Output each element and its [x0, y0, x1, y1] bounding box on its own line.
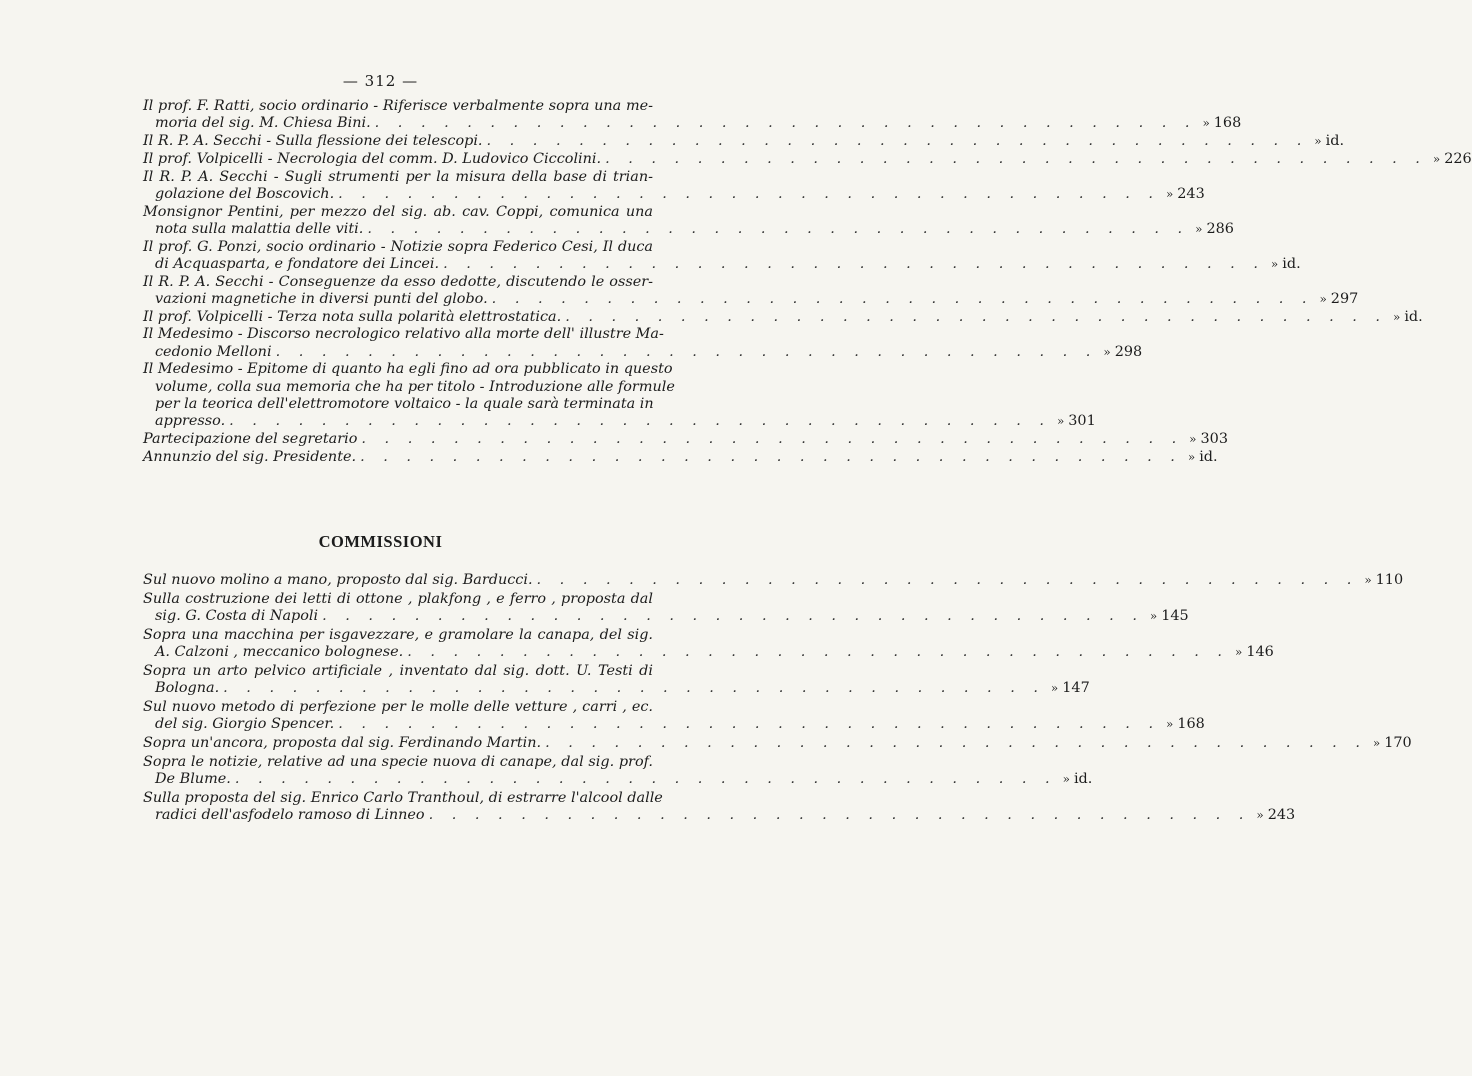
- ref-marker: »: [1103, 344, 1111, 359]
- page-ref-number: 226: [1444, 150, 1472, 167]
- entry-text: sig. G. Costa di Napoli: [155, 608, 319, 625]
- leader-dots: . . . . . . . . . . . . . . . . . . . . . . . . . . . . . . . . . . . .: [443, 255, 1265, 272]
- entry-line: [143, 412, 1096, 430]
- page-ref-number: 301: [1068, 412, 1096, 429]
- entry-text: Sul nuovo molino a mano, proposto dal sig. Barducci.: [143, 572, 533, 588]
- leader-dots: . . . . . . . . . . . . . . . . . . . . . . . . . . . . . . . . . . . .: [565, 308, 1387, 325]
- entry-line: [143, 644, 1274, 661]
- entry-text: del sig. Giorgio Spencer.: [155, 716, 335, 733]
- entry-line: Il Medesimo - Epitome di quanto ha egli fino ad ora pubblicato in questo: [143, 361, 673, 378]
- page-number: — 312 —: [342, 72, 419, 90]
- leader-dots: . . . . . . . . . . . . . . . . . . . . . . . . . . . . . . . . . . . .: [536, 572, 1359, 588]
- page-ref-number: 243: [1267, 807, 1296, 824]
- ref-marker: »: [1392, 309, 1401, 324]
- index-entry: [143, 238, 1301, 273]
- index-entry: [143, 448, 1218, 466]
- entry-line: [143, 771, 1093, 788]
- page-reference: [1097, 344, 1142, 361]
- page-reference: [1189, 221, 1234, 238]
- entry-line: [143, 220, 1234, 238]
- entry-line: [143, 448, 1218, 466]
- entry-text: Il R. P. A. Secchi - Sulla flessione dei telescopi.: [143, 133, 483, 149]
- entry-line: [143, 185, 1205, 203]
- ref-marker: »: [1270, 256, 1279, 271]
- ref-marker: »: [1372, 736, 1381, 751]
- leader-dots: . . . . . . . . . . . . . . . . . . . . . . . . . . . . . . . . . . . .: [234, 771, 1057, 788]
- page-ref-number: id.: [1282, 255, 1301, 272]
- ref-marker: »: [1050, 681, 1059, 696]
- page-ref-number: 297: [1330, 290, 1359, 307]
- ref-marker: »: [1314, 134, 1322, 148]
- page-reference: [1265, 256, 1301, 273]
- leader-dots: . . . . . . . . . . . . . . . . . . . . . . . . . . . . . . . . . . . .: [229, 412, 1051, 429]
- ref-marker: »: [1189, 431, 1197, 446]
- entry-text: De Blume.: [155, 771, 231, 788]
- page-reference: [1313, 291, 1358, 308]
- index-entry: [143, 361, 1096, 430]
- leader-dots: . . . . . . . . . . . . . . . . . . . . . . . . . . . . . . . . . . . .: [545, 735, 1367, 752]
- entry-line: [143, 680, 1090, 697]
- page-reference: [1229, 644, 1274, 661]
- leader-dots: . . . . . . . . . . . . . . . . . . . . . . . . . . . . . . . . . . . .: [223, 680, 1045, 697]
- ref-marker: »: [1202, 116, 1210, 131]
- entry-text: Sopra un'ancora, proposta dal sig. Ferdinando Martin.: [143, 735, 542, 752]
- index-entry: [143, 754, 1093, 788]
- index-entry: [143, 590, 1189, 625]
- index-entry: [143, 663, 1090, 697]
- page-reference: [1308, 133, 1344, 150]
- ref-marker: »: [1256, 808, 1264, 823]
- entry-line: per la teorica dell'elettromotore voltaico - la quale sarà terminata in: [155, 395, 654, 412]
- entry-line: Sul nuovo metodo di perfezione per le molle delle vetture , carri , ec.: [143, 699, 653, 716]
- page-ref-number: 146: [1246, 644, 1274, 661]
- entry-text: di Acquasparta, e fondatore dei Lincei.: [155, 255, 440, 272]
- page-reference: [1387, 309, 1423, 326]
- entry-text: radici dell'asfodelo ramoso di Linneo: [155, 807, 425, 824]
- leader-dots: . . . . . . . . . . . . . . . . . . . . . . . . . . . . . . . . . . . .: [338, 716, 1161, 733]
- leader-dots: . . . . . . . . . . . . . . . . . . . . . . . . . . . . . . . . . . . .: [486, 133, 1309, 149]
- leader-dots: . . . . . . . . . . . . . . . . . . . . . . . . . . . . . . . . . . . .: [491, 290, 1314, 307]
- entry-line: Sopra una macchina per isgavezzare, e gramolare la canapa, del sig.: [143, 627, 653, 643]
- entry-line: [143, 290, 1359, 308]
- page-ref-number: 168: [1177, 716, 1205, 733]
- page-ref-number: id.: [1325, 133, 1345, 149]
- entry-line: Monsignor Pentini, per mezzo del sig. ab. cav. Coppi, comunica una: [143, 203, 653, 220]
- index-entry: [143, 273, 1359, 308]
- index-entry: [143, 326, 1143, 360]
- entry-line: [143, 115, 1242, 132]
- entry-line: [143, 716, 1205, 733]
- page-ref-number: id.: [1199, 448, 1218, 465]
- page-ref-number: 170: [1384, 735, 1412, 752]
- entry-text: A. Calzoni , meccanico bolognese.: [155, 644, 404, 661]
- entry-text: Il prof. Volpicelli - Terza nota sulla polarità elettrostatica.: [143, 308, 562, 325]
- page-ref-number: 110: [1375, 572, 1404, 588]
- page-reference: [1427, 151, 1472, 168]
- index-entry: [143, 430, 1228, 448]
- index-entry: [143, 98, 1242, 132]
- entry-line: [143, 735, 1412, 752]
- entry-text: Bologna.: [155, 680, 220, 697]
- page-ref-number: id.: [1073, 771, 1093, 788]
- ref-marker: »: [1432, 151, 1441, 166]
- entry-text: Il prof. Volpicelli - Necrologia del comm. D. Ludovico Ciccolini.: [143, 150, 602, 167]
- entry-line: [143, 133, 1345, 150]
- entry-text: nota sulla malattia delle viti.: [155, 220, 364, 237]
- entry-line: [143, 308, 1423, 326]
- leader-dots: . . . . . . . . . . . . . . . . . . . . . . . . . . . . . . . . . . . .: [374, 115, 1197, 132]
- leader-dots: . . . . . . . . . . . . . . . . . . . . . . . . . . . . . . . . . . . .: [605, 150, 1427, 167]
- index-entry: [143, 168, 1205, 203]
- page-ref-number: 286: [1206, 220, 1234, 237]
- entry-line: Il R. P. A. Secchi - Sugli strumenti per la misura della base di trian-: [143, 168, 653, 185]
- entry-text: moria del sig. M. Chiesa Bini.: [155, 115, 371, 132]
- entry-line: [143, 608, 1189, 625]
- page-ref-number: 298: [1114, 343, 1143, 360]
- index-entry: [143, 203, 1234, 238]
- leader-dots: . . . . . . . . . . . . . . . . . . . . . . . . . . . . . . . . . . . .: [275, 343, 1098, 360]
- leader-dots: . . . . . . . . . . . . . . . . . . . . . . . . . . . . . . . . . . . .: [361, 430, 1184, 447]
- page-reference: [1057, 771, 1093, 788]
- entry-line: Sulla proposta del sig. Enrico Carlo Tranthoul, di estrarre l'alcool dalle: [143, 790, 663, 807]
- page-ref-number: id.: [1404, 308, 1423, 325]
- ref-marker: »: [1149, 609, 1158, 624]
- page-reference: [1250, 807, 1295, 824]
- entry-line: Sopra le notizie, relative ad una specie nuova di canape, dal sig. prof.: [143, 754, 653, 771]
- leader-dots: . . . . . . . . . . . . . . . . . . . . . . . . . . . . . . . . . . . .: [338, 185, 1160, 202]
- entry-line: Il R. P. A. Secchi - Conseguenze da esso dedotte, discutendo le osser-: [143, 273, 653, 290]
- entry-text: cedonio Melloni: [155, 343, 272, 360]
- entry-line: Sulla costruzione dei letti di ottone , plakfong , e ferro , proposta dal: [143, 590, 653, 607]
- index-entry: [143, 627, 1274, 661]
- entry-line: volume, colla sua memoria che ha per titolo - Introduzione alle formule: [155, 378, 675, 395]
- page-ref-number: 147: [1062, 680, 1090, 697]
- entry-text: golazione del Boscovich.: [155, 185, 335, 202]
- leader-dots: . . . . . . . . . . . . . . . . . . . . . . . . . . . . . . . . . . . .: [407, 644, 1229, 661]
- leader-dots: . . . . . . . . . . . . . . . . . . . . . . . . . . . . . . . . . . . .: [428, 807, 1251, 824]
- page-reference: [1358, 572, 1403, 589]
- entry-line: Il prof. F. Ratti, socio ordinario - Riferisce verbalmente sopra una me-: [143, 98, 653, 114]
- ref-marker: »: [1319, 291, 1327, 306]
- page-reference: [1196, 115, 1241, 132]
- entry-line: [143, 572, 1404, 589]
- page-reference: [1051, 413, 1096, 430]
- ref-marker: »: [1195, 221, 1203, 236]
- page-reference: [1045, 680, 1090, 697]
- page-reference: [1160, 716, 1205, 733]
- ref-marker: »: [1062, 772, 1070, 787]
- entry-line: [143, 807, 1296, 824]
- leader-dots: . . . . . . . . . . . . . . . . . . . . . . . . . . . . . . . . . . . .: [360, 448, 1182, 465]
- entry-line: [143, 430, 1228, 448]
- page-reference: [1183, 431, 1228, 448]
- index-entry: [143, 308, 1423, 326]
- page-reference: [1144, 608, 1189, 625]
- ref-marker: »: [1166, 717, 1174, 732]
- index-entry: [143, 150, 1472, 168]
- index-entry: [143, 572, 1404, 589]
- entry-line: Il Medesimo - Discorso necrologico relativo alla morte dell' illustre Ma-: [143, 326, 664, 343]
- entry-text: Partecipazione del segretario: [143, 430, 358, 447]
- page-ref-number: 145: [1161, 608, 1189, 625]
- index-entry: [143, 699, 1205, 733]
- page-reference: [1182, 449, 1218, 466]
- page-ref-number: 168: [1213, 115, 1242, 132]
- index-entry: [143, 735, 1412, 752]
- ref-marker: »: [1235, 645, 1243, 660]
- section-heading: COMMISSIONI: [318, 532, 443, 551]
- entry-line: [143, 255, 1301, 273]
- ref-marker: »: [1364, 573, 1372, 587]
- leader-dots: . . . . . . . . . . . . . . . . . . . . . . . . . . . . . . . . . . . .: [322, 608, 1144, 625]
- page-reference: [1367, 735, 1412, 752]
- ref-marker: »: [1187, 449, 1196, 464]
- ref-marker: »: [1165, 186, 1174, 201]
- page-ref-number: 303: [1200, 430, 1228, 447]
- entry-line: [143, 150, 1472, 168]
- index-entry: [143, 790, 1296, 824]
- page-ref-number: 243: [1177, 185, 1205, 202]
- entry-line: Il prof. G. Ponzi, socio ordinario - Notizie sopra Federico Cesi, Il duca: [143, 238, 653, 255]
- entry-line: Sopra un arto pelvico artificiale , inventato dal sig. dott. U. Testi di: [143, 663, 653, 680]
- ref-marker: »: [1056, 413, 1065, 428]
- entry-text: Annunzio del sig. Presidente.: [143, 448, 357, 465]
- leader-dots: . . . . . . . . . . . . . . . . . . . . . . . . . . . . . . . . . . . .: [367, 220, 1190, 237]
- index-entry: [143, 133, 1345, 150]
- entry-text: vazioni magnetiche in diversi punti del globo.: [155, 290, 488, 307]
- entry-text: appresso.: [155, 412, 226, 429]
- entry-line: [143, 343, 1143, 361]
- page-reference: [1160, 186, 1205, 203]
